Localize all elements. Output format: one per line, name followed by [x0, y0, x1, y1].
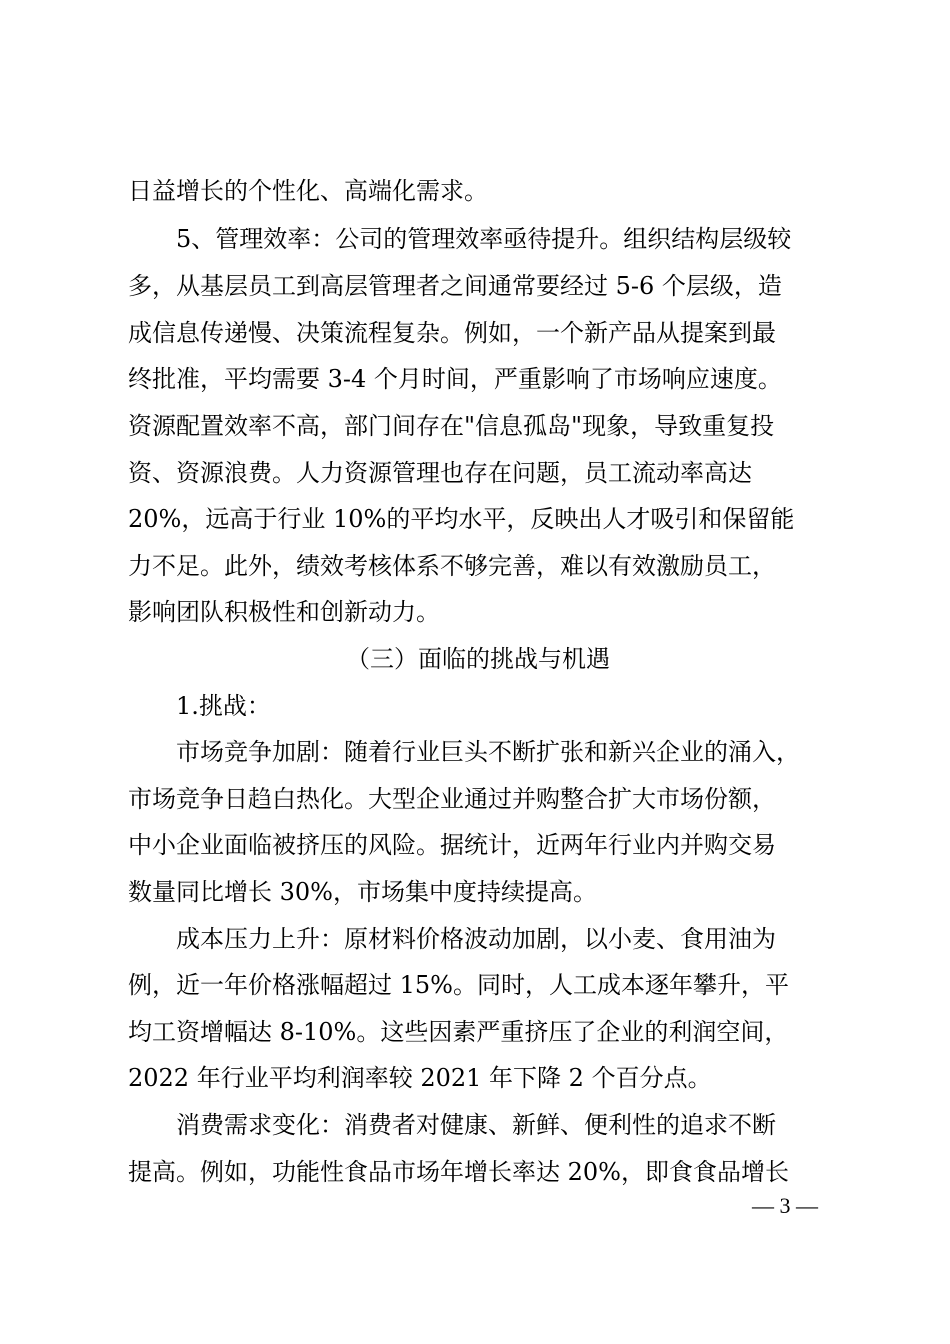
page-number: — 3 — [752, 1193, 818, 1218]
text-line: 均工资增幅达 8-10%。这些因素严重挤压了企业的利润空间， [128, 1018, 789, 1046]
text-line: 资源配置效率不高，部门间存在"信息孤岛"现象，导致重复投 [128, 412, 775, 440]
text-line: 市场竞争加剧：随着行业巨头不断扩张和新兴企业的涌入， [128, 738, 800, 766]
text-line: 数量同比增长 30%，市场集中度持续提高。 [128, 878, 597, 906]
text-line: 市场竞争日趋白热化。大型企业通过并购整合扩大市场份额， [128, 785, 776, 813]
text-line: 中小企业面临被挤压的风险。据统计，近两年行业内并购交易 [128, 831, 776, 859]
text-line: 资、资源浪费。人力资源管理也存在问题，员工流动率高达 [128, 459, 752, 487]
text-line: 力不足。此外，绩效考核体系不够完善，难以有效激励员工， [128, 552, 776, 580]
text-line: 成信息传递慢、决策流程复杂。例如，一个新产品从提案到最 [128, 319, 776, 347]
text-line: 终批准，平均需要 3-4 个月时间，严重影响了市场响应速度。 [128, 365, 782, 393]
text-line: 2022 年行业平均利润率较 2021 年下降 2 个百分点。 [128, 1064, 712, 1092]
text-line: 影响团队积极性和创新动力。 [128, 598, 440, 626]
text-line: 1.挑战： [128, 692, 271, 720]
text-line: 5、管理效率：公司的管理效率亟待提升。组织结构层级较 [128, 225, 792, 253]
text-line: 20%，远高于行业 10%的平均水平，反映出人才吸引和保留能 [128, 505, 795, 533]
text-line: 日益增长的个性化、高端化需求。 [128, 177, 488, 205]
text-line: 消费需求变化：消费者对健康、新鲜、便利性的追求不断 [128, 1111, 776, 1139]
text-line: 多，从基层员工到高层管理者之间通常要经过 5-6 个层级，造 [128, 272, 782, 300]
text-line: 成本压力上升：原材料价格波动加剧，以小麦、食用油为 [128, 925, 776, 953]
text-line: 提高。例如，功能性食品市场年增长率达 20%，即食食品增长 [128, 1158, 789, 1186]
text-line: 例，近一年价格涨幅超过 15%。同时，人工成本逐年攀升，平 [128, 971, 789, 999]
section-heading: （三）面临的挑战与机遇 [346, 645, 610, 673]
